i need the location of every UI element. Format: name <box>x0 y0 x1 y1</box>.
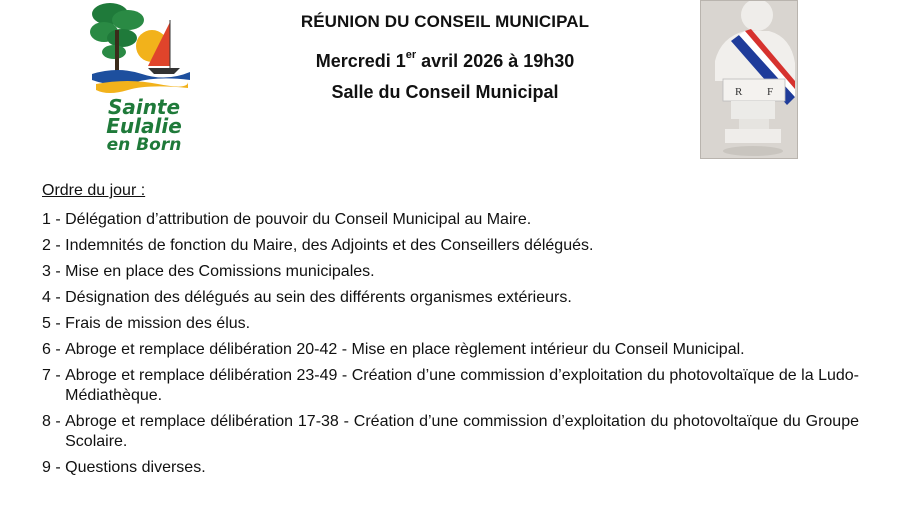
tree-sail-emblem-icon <box>88 0 192 100</box>
agenda-item-text: Désignation des délégués au sein des différents organismes extérieurs. <box>65 289 572 306</box>
agenda-item-number: 7 - <box>42 367 66 384</box>
meeting-title: RÉUNION DU CONSEIL MUNICIPAL <box>300 12 590 31</box>
plaque-right-letter: F <box>767 86 774 98</box>
agenda-item <box>42 314 859 334</box>
agenda-item-text: Abroge et remplace délibération 20-42 - Mise en place règlement intérieur du Conseil Municipal. <box>65 341 745 358</box>
marianne-bust-photo <box>700 0 798 159</box>
agenda-item-text: Frais de mission des élus. <box>65 315 251 332</box>
agenda-item-number: 4 - <box>42 289 66 306</box>
meeting-place: Salle du Conseil Municipal <box>331 82 559 102</box>
agenda-heading: Ordre du jour : <box>42 182 146 199</box>
agenda-item-text: Délégation d’attribution de pouvoir du Conseil Municipal au Maire. <box>65 211 532 228</box>
agenda-item-text: Abroge et remplace délibération 23-49 - Création d’une commission d’exploitation du photovoltaïque de la Ludo-Médiathèque. <box>65 367 859 404</box>
agenda-item <box>42 340 859 360</box>
agenda-item-number: 3 - <box>42 263 66 280</box>
agenda-item <box>42 458 859 478</box>
document-header <box>230 0 660 103</box>
meeting-date <box>230 49 660 72</box>
agenda-item <box>42 288 859 308</box>
agenda-item-number: 8 - <box>42 413 66 430</box>
agenda-item <box>42 412 859 452</box>
agenda-item-number: 2 - <box>42 237 66 254</box>
agenda-item-number: 6 - <box>42 341 66 358</box>
agenda-item <box>42 366 859 406</box>
agenda-item-number: 9 - <box>42 459 66 476</box>
date-ordinal: er <box>405 49 417 61</box>
agenda-item-number: 1 - <box>42 211 66 228</box>
town-logo <box>88 0 192 160</box>
agenda-item-text: Abroge et remplace délibération 17-38 - Création d’une commission d’exploitation du photovoltaïque du Groupe Scolaire. <box>65 413 859 450</box>
agenda-item <box>42 210 859 230</box>
agenda-item <box>42 236 859 256</box>
logo-line-3: en Born <box>106 135 182 155</box>
date-suffix: avril 2026 à 19h30 <box>416 51 575 71</box>
logo-line-2: Eulalie <box>106 114 182 138</box>
agenda-item-text: Mise en place des Comissions municipales. <box>65 263 375 280</box>
agenda-list <box>42 210 859 484</box>
plaque-left-letter: R <box>735 86 743 98</box>
logo-town-name <box>94 95 194 155</box>
agenda-item-text: Questions diverses. <box>65 459 206 476</box>
agenda-item-number: 5 - <box>42 315 66 332</box>
date-prefix: Mercredi 1 <box>315 51 406 71</box>
agenda-item-text: Indemnités de fonction du Maire, des Adjoints et des Conseillers délégués. <box>65 237 594 254</box>
logo-line-1: Sainte <box>107 95 181 119</box>
agenda-item <box>42 262 859 282</box>
marianne-bust-icon <box>701 1 798 159</box>
